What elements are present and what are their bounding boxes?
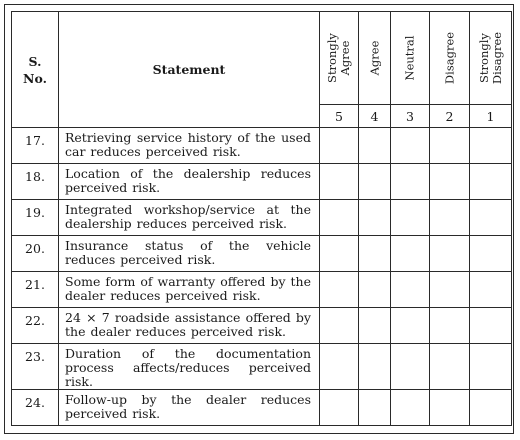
row-number: 17. [12, 128, 59, 164]
rating-cell[interactable] [470, 128, 512, 164]
rating-cell[interactable] [359, 236, 391, 272]
rating-cell[interactable] [470, 308, 512, 344]
likert-table [11, 11, 512, 426]
rating-cell[interactable] [359, 272, 391, 308]
rating-cell[interactable] [430, 344, 470, 390]
rating-cell[interactable] [391, 308, 430, 344]
rating-cell[interactable] [391, 390, 430, 426]
rating-cell[interactable] [430, 164, 470, 200]
scale-header-disagree [430, 12, 470, 105]
rating-cell[interactable] [470, 390, 512, 426]
rating-cell[interactable] [320, 200, 359, 236]
scale-header-strongly-agree [320, 12, 359, 105]
rating-cell[interactable] [430, 128, 470, 164]
rating-cell[interactable] [391, 344, 430, 390]
rating-cell[interactable] [470, 200, 512, 236]
statement-text: 24 × 7 roadside assistance offered by the dealer reduces perceived risk. [59, 308, 320, 344]
scale-header-line: Strongly [325, 33, 339, 83]
statement-text: Some form of warranty offered by the dealer reduces perceived risk. [59, 272, 320, 308]
scale-value: 2 [430, 105, 470, 128]
statement-text: Retrieving service history of the used car reduces perceived risk. [59, 128, 320, 164]
rating-cell[interactable] [320, 308, 359, 344]
table-row [12, 164, 512, 200]
scale-header-line: Agree [367, 40, 381, 76]
rating-cell[interactable] [470, 344, 512, 390]
row-number: 19. [12, 200, 59, 236]
row-number: 23. [12, 344, 59, 390]
rating-cell[interactable] [391, 164, 430, 200]
scale-header-agree [359, 12, 391, 105]
scale-value: 4 [359, 105, 391, 128]
statement-text: Follow-up by the dealer reduces perceived risk. [59, 390, 320, 426]
table-row [12, 344, 512, 390]
statement-header: Statement [59, 12, 320, 128]
scale-header-line: Agree [338, 40, 352, 76]
row-number: 20. [12, 236, 59, 272]
rating-cell[interactable] [430, 272, 470, 308]
rating-cell[interactable] [470, 272, 512, 308]
rating-cell[interactable] [391, 128, 430, 164]
rating-cell[interactable] [470, 236, 512, 272]
rating-cell[interactable] [391, 200, 430, 236]
rating-cell[interactable] [391, 272, 430, 308]
rating-cell[interactable] [320, 236, 359, 272]
rating-cell[interactable] [430, 200, 470, 236]
rating-cell[interactable] [320, 390, 359, 426]
rating-cell[interactable] [430, 390, 470, 426]
scale-header-line: Disagree [442, 31, 456, 85]
table-row [12, 236, 512, 272]
statement-text: Integrated workshop/service at the dealership reduces perceived risk. [59, 200, 320, 236]
rating-cell[interactable] [430, 308, 470, 344]
rating-cell[interactable] [359, 200, 391, 236]
table-row [12, 308, 512, 344]
table-row [12, 390, 512, 426]
rating-cell[interactable] [359, 344, 391, 390]
scale-header-line: Strongly [476, 33, 491, 83]
scale-value: 1 [470, 105, 512, 128]
rating-cell[interactable] [320, 164, 359, 200]
rating-cell[interactable] [359, 164, 391, 200]
table-row [12, 128, 512, 164]
rating-cell[interactable] [320, 128, 359, 164]
row-number: 18. [12, 164, 59, 200]
scale-header-neutral [391, 12, 430, 105]
rating-cell[interactable] [359, 390, 391, 426]
rating-cell[interactable] [470, 164, 512, 200]
scale-value: 5 [320, 105, 359, 128]
statement-text: Insurance status of the vehicle reduces perceived risk. [59, 236, 320, 272]
scale-header-strongly-disagree [470, 12, 512, 105]
table-row [12, 200, 512, 236]
sno-header [12, 12, 59, 128]
rating-cell[interactable] [320, 272, 359, 308]
sno-header-line1: S. [28, 53, 42, 69]
rating-cell[interactable] [359, 308, 391, 344]
scale-value: 3 [391, 105, 430, 128]
statement-text: Location of the dealership reduces perceived risk. [59, 164, 320, 200]
scale-header-line: Disagree [489, 31, 504, 85]
row-number: 24. [12, 390, 59, 426]
sno-header-line2: No. [23, 70, 47, 86]
table-row [12, 272, 512, 308]
scale-header-line: Neutral [402, 35, 417, 81]
rating-cell[interactable] [430, 236, 470, 272]
row-number: 22. [12, 308, 59, 344]
rating-cell[interactable] [391, 236, 430, 272]
row-number: 21. [12, 272, 59, 308]
header-row [12, 12, 512, 105]
rating-cell[interactable] [320, 344, 359, 390]
statement-text: Duration of the documentation process affects/reduces perceived risk. [59, 344, 320, 390]
rating-cell[interactable] [359, 128, 391, 164]
